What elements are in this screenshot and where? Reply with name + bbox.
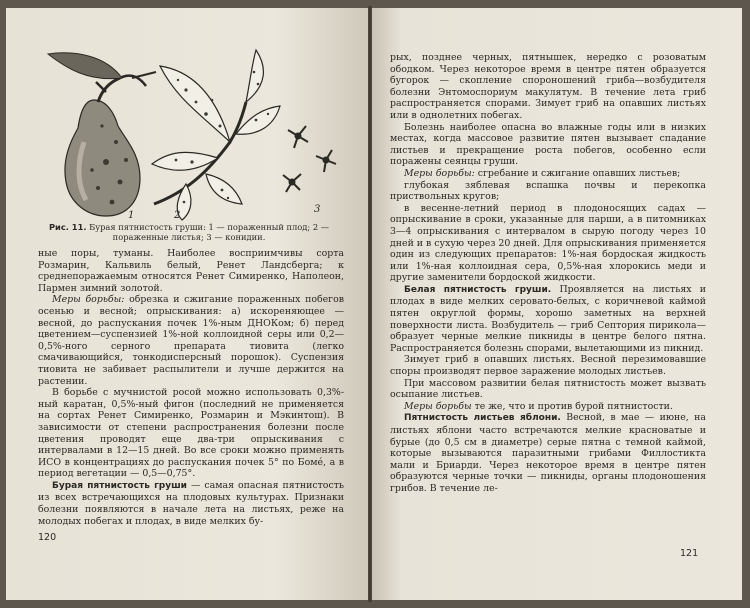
left-page — [6, 8, 368, 600]
figure-label-3: 3 — [314, 204, 321, 215]
caption-label: Рис. 11. — [48, 222, 87, 232]
figure-caption — [44, 222, 334, 242]
paragraph-text: Весной, в мае — июне, на листьях яблони часто встречаются мелкие красноватые и бурые (до 0,5 см в диаметре) серые пятна с темной каймой, которые вызываются паразитными грибами Филлостикта мали и Бриарди. Через некоторое время в центре пятен образуются черные точки — пикниды, органы плодоношения грибов. В течение ле- — [390, 412, 707, 494]
conidia-drawing — [283, 126, 336, 192]
figure-label-1: 1 — [128, 210, 135, 221]
section-heading: Белая пятнистость груши. — [404, 284, 552, 295]
paragraph — [390, 168, 706, 180]
paragraph — [38, 294, 344, 387]
paragraph: При массовом развитии белая пятнистость может вызвать осыпание листьев. — [390, 377, 706, 401]
paragraph-text: сгребание и сжигание опавших листьев; — [477, 167, 681, 179]
diseased-pear-fruit — [48, 53, 156, 216]
paragraph: рых, позднее черных, пятнышек, нередко с розоватым ободком. Через некоторое время в центре пятен образуется бугорок — скопление спороношений гриба—возбудителя болезни Энтомоспориум макулятум. В течение лета гриб распространяется спорами. Зимует гриб на опавших листьях или в однолетних побегах. — [390, 52, 706, 121]
section-heading: Пятнистость листьев яблони. — [404, 413, 561, 424]
paragraph-heading: Меры борьбы — [404, 400, 472, 412]
right-page — [372, 8, 742, 600]
paragraph: Зимует гриб в опавших листьях. Весной перезимовавшие споры производят первое заражение молодых листьев. — [390, 354, 706, 378]
paragraph-heading: Меры борьбы: — [404, 167, 475, 179]
page-number-left: 120 — [38, 532, 57, 543]
paragraph: в весенне-летний период в плодоносящих садах — опрыскивание в сроки, указанные для парши, а в питомниках 3—4 опрыскивания с интервалом в сырую погоду через 10 дней и в сухую через 20 дней. Для опрыскивания применяется один из следующих препаратов: 1%-ная бордоская жидкость или 1%-ная коллоидная сера, 0,5%-ная хлорокись меди и другие заменители бордоской жидкости. — [390, 202, 706, 284]
paragraph: глубокая зяблевая вспашка почвы и перекопка приствольных кругов; — [390, 179, 706, 203]
figure-label-2: 2 — [174, 210, 181, 221]
paragraph-heading: Меры борьбы: — [52, 294, 125, 306]
page-number-right: 121 — [680, 548, 699, 559]
paragraph — [390, 284, 706, 355]
paragraph: Болезнь наиболее опасна во влажные годы или в низких местах, когда массовое развитие пятен вызывает спадание листьев и прекращение роста побегов, особенно если поражены сеянцы груши. — [390, 121, 706, 168]
caption-text: Бурая пятнистость груши: 1 — пораженный плод; 2 — пораженные листья; 3 — конидии. — [89, 222, 330, 242]
paragraph-text: Проявляется на листьях и плодах в виде мелких серовато-белых, с коричневой каймой пятен округлой формы, хорошо заметных на верхней поверхности листа. Возбудитель — гриб Септория пирикола—образует черные мелкие пикниды в центре белого пятна. Распространяется болезнь спорами, вылетающими из пикнид. — [390, 283, 707, 354]
right-body-text — [390, 52, 706, 495]
left-body-text — [38, 248, 344, 527]
pear-disease-illustration — [36, 42, 346, 222]
paragraph — [390, 412, 706, 494]
paragraph — [390, 401, 706, 413]
paragraph-text: обрезка и сжигание пораженных побегов осенью и весной; опрыскивания: а) искореняющее — весной, до распускания почек 1%-ным ДНОКом; б) перед цветением—суспензией 1%-ной коллоидной серы или 0,2—0,5%-ного серного препарата тиовита (легко смачивающийся, тонкодисперсный порошок). Суспензия тиовита не забивает распылители и лучше держится на растении. — [38, 294, 344, 387]
section-heading: Бурая пятнистость груши — [52, 480, 187, 491]
paragraph: В борьбе с мучнистой росой можно использовать 0,3%-ный каратан, 0,5%-ный фигон (последний не применяется на сортах Ренет Симиренко, Розмарин и Мэкинтош). В зависимости от степени распространения болезни после цветения проводят еще два-три опрыскивания с интервалами в 12—15 дней. Во все сроки можно применять ИСО в концентрациях до распускания почек 5° по Бомé, а в период вегетации — 0,5—0,75°. — [38, 387, 344, 480]
diseased-pear-leaves — [152, 50, 280, 220]
paragraph: ные поры, туманы. Наиболее восприимчивы сорта Розмарин, Кальвиль белый, Ренет Ландсберга; к среднепоражаемым относятся Ренет Симиренко, Наполеон, Пармен зимний золотой. — [38, 248, 344, 294]
paragraph-text: те же, что и против бурой пятнистости. — [474, 400, 673, 412]
paragraph — [38, 480, 344, 527]
paragraph-text: — самая опасная пятнистость из всех встречающихся на плодовых культурах. Признаки болезни появляются в начале лета на листьях, реже на молодых побегах и плодах, в виде мелких бу- — [38, 479, 344, 527]
